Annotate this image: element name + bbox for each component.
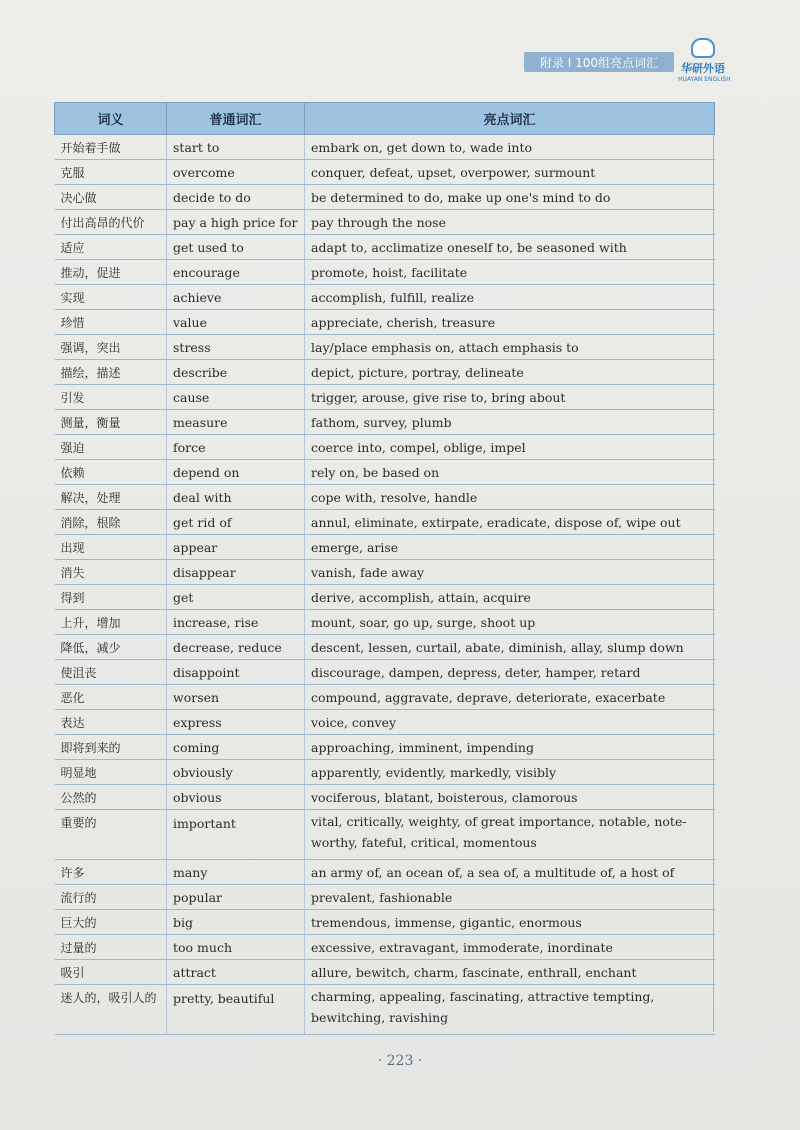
- cell-meaning: 流行的: [55, 885, 167, 910]
- publisher-logo: [678, 38, 731, 83]
- cell-meaning: 公然的: [55, 785, 167, 810]
- cell-common: measure: [167, 410, 305, 435]
- cell-common: decrease, reduce: [167, 635, 305, 660]
- table-row: [55, 460, 715, 485]
- cell-highlight: charming, appealing, fascinating, attractive tempting, bewitching, ravishing: [305, 985, 715, 1035]
- cell-meaning: 得到: [55, 585, 167, 610]
- cell-highlight: voice, convey: [305, 710, 715, 735]
- cell-highlight: annul, eliminate, extirpate, eradicate, dispose of, wipe out: [305, 510, 715, 535]
- cell-common: decide to do: [167, 185, 305, 210]
- cell-common: obvious: [167, 785, 305, 810]
- cell-meaning: 重要的: [55, 810, 167, 860]
- column-header-common: 普通词汇: [167, 103, 305, 135]
- section-header-label: 附录 I 100组亮点词汇: [524, 52, 674, 72]
- table-row: [55, 685, 715, 710]
- cell-meaning: 决心做: [55, 185, 167, 210]
- table-row: [55, 510, 715, 535]
- table-header-row: [55, 103, 715, 135]
- cell-meaning: 克服: [55, 160, 167, 185]
- table-row: [55, 585, 715, 610]
- table-body: [55, 135, 715, 1035]
- cell-highlight: vanish, fade away: [305, 560, 715, 585]
- table-row: [55, 735, 715, 760]
- cell-common: popular: [167, 885, 305, 910]
- table-row: [55, 485, 715, 510]
- cell-highlight: depict, picture, portray, delineate: [305, 360, 715, 385]
- cell-common: describe: [167, 360, 305, 385]
- cell-meaning: 依赖: [55, 460, 167, 485]
- cell-highlight: an army of, an ocean of, a sea of, a multitude of, a host of: [305, 860, 715, 885]
- cell-meaning: 推动，促进: [55, 260, 167, 285]
- cell-common: important: [167, 810, 305, 860]
- cell-highlight: descent, lessen, curtail, abate, diminish, allay, slump down: [305, 635, 715, 660]
- cell-meaning: 出现: [55, 535, 167, 560]
- cell-common: encourage: [167, 260, 305, 285]
- cell-common: attract: [167, 960, 305, 985]
- cell-highlight: mount, soar, go up, surge, shoot up: [305, 610, 715, 635]
- cell-meaning: 实现: [55, 285, 167, 310]
- table-row: [55, 560, 715, 585]
- cell-highlight: discourage, dampen, depress, deter, hamper, retard: [305, 660, 715, 685]
- cell-meaning: 消除，根除: [55, 510, 167, 535]
- cell-meaning: 明显地: [55, 760, 167, 785]
- cell-common: obviously: [167, 760, 305, 785]
- table-row: [55, 935, 715, 960]
- cell-meaning: 使沮丧: [55, 660, 167, 685]
- column-header-meaning: 词义: [55, 103, 167, 135]
- table-row: [55, 710, 715, 735]
- cell-common: big: [167, 910, 305, 935]
- table-row: [55, 635, 715, 660]
- table-row: [55, 285, 715, 310]
- cell-common: disappear: [167, 560, 305, 585]
- table-row: [55, 535, 715, 560]
- cell-common: force: [167, 435, 305, 460]
- cell-highlight: cope with, resolve, handle: [305, 485, 715, 510]
- cell-common: get used to: [167, 235, 305, 260]
- cell-meaning: 即将到来的: [55, 735, 167, 760]
- table-row: [55, 160, 715, 185]
- logo-text: 华研外语: [681, 62, 725, 75]
- cell-meaning: 描绘，描述: [55, 360, 167, 385]
- logo-icon: [691, 38, 715, 58]
- cell-meaning: 表达: [55, 710, 167, 735]
- cell-highlight: fathom, survey, plumb: [305, 410, 715, 435]
- cell-common: depend on: [167, 460, 305, 485]
- cell-common: express: [167, 710, 305, 735]
- cell-highlight: compound, aggravate, deprave, deteriorate, exacerbate: [305, 685, 715, 710]
- table-row: [55, 260, 715, 285]
- cell-highlight: rely on, be based on: [305, 460, 715, 485]
- vocabulary-table: [54, 102, 715, 1035]
- table-row: [55, 660, 715, 685]
- cell-highlight: embark on, get down to, wade into: [305, 135, 715, 160]
- cell-meaning: 许多: [55, 860, 167, 885]
- table-row: [55, 335, 715, 360]
- column-header-highlight: 亮点词汇: [305, 103, 715, 135]
- table-row: [55, 785, 715, 810]
- cell-highlight: appreciate, cherish, treasure: [305, 310, 715, 335]
- cell-common: many: [167, 860, 305, 885]
- cell-meaning: 珍惜: [55, 310, 167, 335]
- cell-meaning: 付出高昂的代价: [55, 210, 167, 235]
- table-row: [55, 810, 715, 860]
- cell-meaning: 开始着手做: [55, 135, 167, 160]
- table-row: [55, 235, 715, 260]
- cell-common: achieve: [167, 285, 305, 310]
- cell-common: pretty, beautiful: [167, 985, 305, 1035]
- table-row: [55, 610, 715, 635]
- cell-meaning: 引发: [55, 385, 167, 410]
- cell-highlight: trigger, arouse, give rise to, bring about: [305, 385, 715, 410]
- table-row: [55, 385, 715, 410]
- cell-common: pay a high price for: [167, 210, 305, 235]
- cell-highlight: excessive, extravagant, immoderate, inordinate: [305, 935, 715, 960]
- cell-common: appear: [167, 535, 305, 560]
- table-row: [55, 135, 715, 160]
- cell-common: coming: [167, 735, 305, 760]
- cell-highlight: pay through the nose: [305, 210, 715, 235]
- cell-common: start to: [167, 135, 305, 160]
- cell-highlight: conquer, defeat, upset, overpower, surmount: [305, 160, 715, 185]
- cell-meaning: 过量的: [55, 935, 167, 960]
- cell-highlight: derive, accomplish, attain, acquire: [305, 585, 715, 610]
- cell-meaning: 适应: [55, 235, 167, 260]
- cell-common: cause: [167, 385, 305, 410]
- cell-highlight: be determined to do, make up one's mind to do: [305, 185, 715, 210]
- cell-meaning: 解决，处理: [55, 485, 167, 510]
- table-row: [55, 885, 715, 910]
- cell-meaning: 强迫: [55, 435, 167, 460]
- table-row: [55, 860, 715, 885]
- table-row: [55, 210, 715, 235]
- cell-common: too much: [167, 935, 305, 960]
- cell-meaning: 降低，减少: [55, 635, 167, 660]
- cell-common: worsen: [167, 685, 305, 710]
- cell-highlight: apparently, evidently, markedly, visibly: [305, 760, 715, 785]
- logo-subtext: HUAYAN ENGLISH: [678, 76, 731, 83]
- cell-meaning: 迷人的，吸引人的: [55, 985, 167, 1035]
- table-row: [55, 910, 715, 935]
- cell-common: value: [167, 310, 305, 335]
- cell-highlight: allure, bewitch, charm, fascinate, enthrall, enchant: [305, 960, 715, 985]
- cell-highlight: approaching, imminent, impending: [305, 735, 715, 760]
- cell-highlight: prevalent, fashionable: [305, 885, 715, 910]
- cell-highlight: adapt to, acclimatize oneself to, be seasoned with: [305, 235, 715, 260]
- cell-highlight: emerge, arise: [305, 535, 715, 560]
- table-row: [55, 985, 715, 1035]
- cell-highlight: accomplish, fulfill, realize: [305, 285, 715, 310]
- cell-highlight: promote, hoist, facilitate: [305, 260, 715, 285]
- table-row: [55, 310, 715, 335]
- cell-meaning: 上升，增加: [55, 610, 167, 635]
- cell-common: increase, rise: [167, 610, 305, 635]
- cell-highlight: coerce into, compel, oblige, impel: [305, 435, 715, 460]
- cell-highlight: lay/place emphasis on, attach emphasis to: [305, 335, 715, 360]
- table-row: [55, 410, 715, 435]
- table-row: [55, 960, 715, 985]
- table-row: [55, 360, 715, 385]
- cell-common: disappoint: [167, 660, 305, 685]
- cell-common: deal with: [167, 485, 305, 510]
- table-row: [55, 760, 715, 785]
- cell-meaning: 测量，衡量: [55, 410, 167, 435]
- cell-meaning: 恶化: [55, 685, 167, 710]
- cell-meaning: 消失: [55, 560, 167, 585]
- cell-highlight: vociferous, blatant, boisterous, clamorous: [305, 785, 715, 810]
- cell-highlight: vital, critically, weighty, of great importance, notable, note-worthy, fateful, critical, momentous: [305, 810, 715, 860]
- cell-common: overcome: [167, 160, 305, 185]
- cell-common: stress: [167, 335, 305, 360]
- cell-meaning: 巨大的: [55, 910, 167, 935]
- page-number: · 223 ·: [377, 1053, 423, 1069]
- table-row: [55, 435, 715, 460]
- cell-common: get rid of: [167, 510, 305, 535]
- cell-highlight: tremendous, immense, gigantic, enormous: [305, 910, 715, 935]
- cell-meaning: 吸引: [55, 960, 167, 985]
- table-row: [55, 185, 715, 210]
- cell-common: get: [167, 585, 305, 610]
- cell-meaning: 强调，突出: [55, 335, 167, 360]
